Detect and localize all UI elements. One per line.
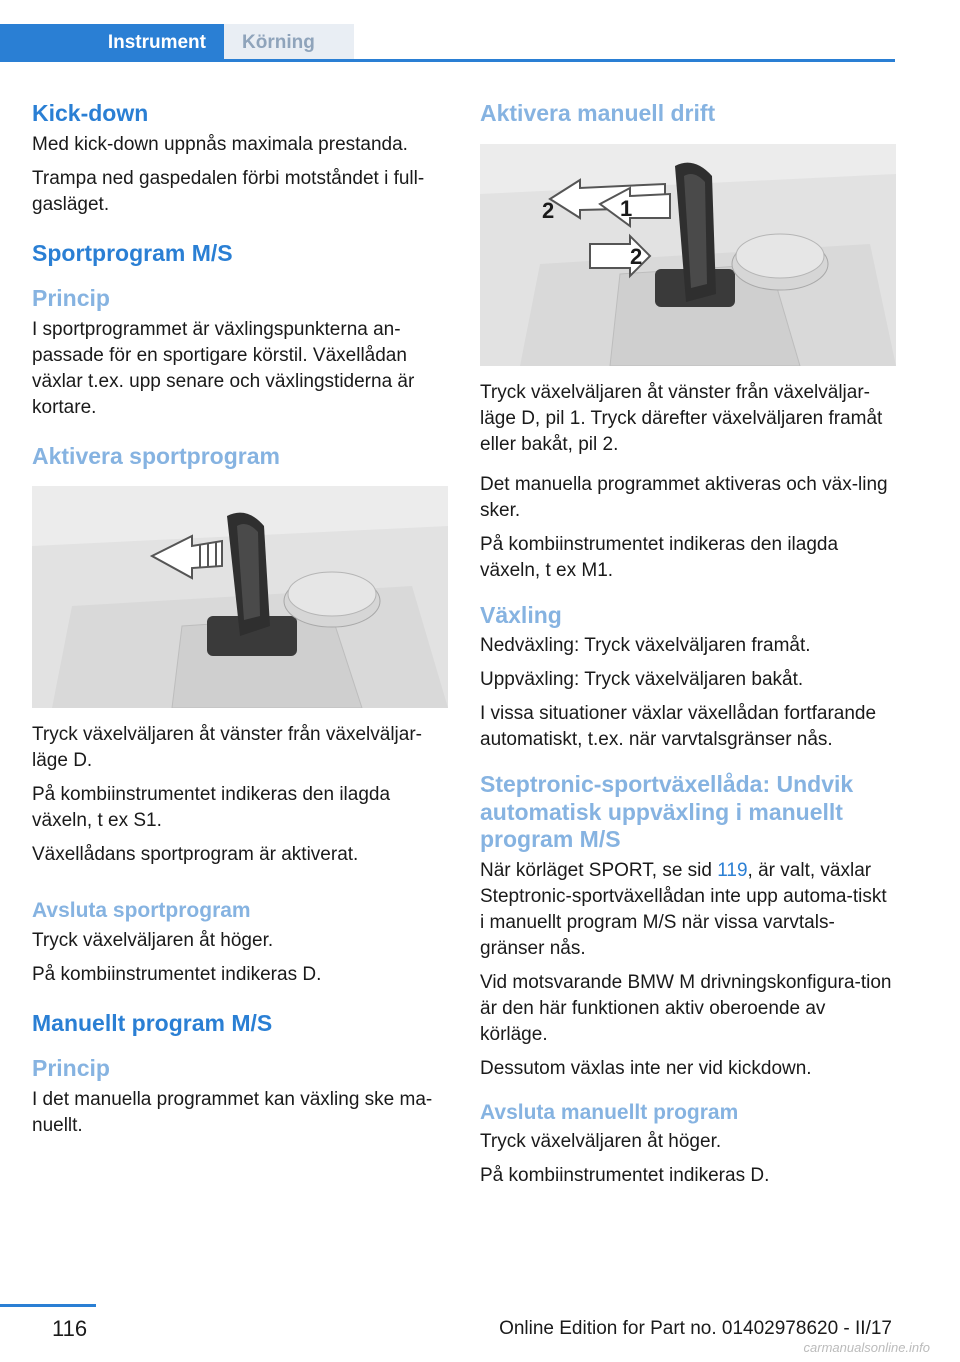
princip-2-text: I det manuella programmet kan växling ske ma‐nuellt. [32,1088,433,1136]
gear-selector-drawing [32,486,448,708]
kickdown-heading: Kick-down [32,100,149,126]
manual-program-heading: Manuellt program M/S [32,1009,273,1036]
end-sport-text-1: Tryck växelväljaren åt höger. [32,929,274,951]
activate-manual-text-2: Det manuella programmet aktiveras och väx‐ling sker. [480,473,888,521]
end-manual-heading: Avsluta manuellt program [480,1100,739,1124]
tabbar-rule [0,59,895,62]
steptronic-text-1 [480,858,896,962]
edition-note: Online Edition for Part no. 01402978620 - II/17 [499,1318,892,1339]
gear-selector-manual-drawing [480,144,896,366]
kickdown-text-1: Med kick-down uppnås maximala prestanda. [32,133,408,155]
steptronic-text-1-after: , är valt, växlar Steptronic-sportväxellådan inte upp automa‐tiskt i manuellt program M/S när vissa varvtals‐gränser nås. [480,859,887,959]
activate-manual-heading: Aktivera manuell drift [480,100,716,126]
activate-sport-text-3: Växellådans sportprogram är aktiverat. [32,844,359,866]
page-number: 116 [52,1316,88,1341]
left-column [32,100,448,1139]
gear-selector-illustration-right [480,144,896,366]
steptronic-text-3: Dessutom växlas inte ner vid kickdown. [480,1057,812,1079]
tab-instrument[interactable]: Instrument [0,24,224,62]
princip-heading: Princip [32,285,110,312]
chapter-tabbar [0,24,895,62]
activate-sport-heading: Aktivera sportprogram [32,442,280,469]
gear-selector-illustration-left [32,486,448,708]
arrow-label-2-bottom: 2 [630,243,643,269]
steptronic-text-2: Vid motsvarande BMW M drivningskonfigura‐tion är den här funktionen aktiv oberoende av körläge. [480,971,892,1045]
shifting-heading: Växling [480,601,562,628]
princip-2-heading: Princip [32,1055,110,1082]
activate-sport-text-2: På kombiinstrumentet indikeras den ilagda växeln, t ex S1. [32,784,391,832]
activate-manual-text-3: På kombiinstrumentet indikeras den ilagda växeln, t ex M1. [480,533,839,581]
sportprogram-heading: Sportprogram M/S [32,239,233,266]
arrow-label-1: 1 [620,195,633,221]
right-column [480,100,896,1189]
end-manual-text-2: På kombiinstrumentet indikeras D. [480,1165,770,1187]
end-manual-text-1: Tryck växelväljaren åt höger. [480,1131,722,1153]
footer-rule [0,1304,96,1307]
page-reference-link[interactable]: 119 [717,859,748,881]
activate-manual-text-1: Tryck växelväljaren åt vänster från växelväljar‐läge D, pil 1. Tryck därefter växelväljaren framåt eller bakåt, pil 2. [480,381,883,455]
steptronic-heading: Steptronic-sportväxellåda: Undvik automatisk uppväxling i manuellt program M/S [480,771,854,853]
end-sport-heading: Avsluta sportprogram [32,899,251,923]
shifting-text-2: Uppväxling: Tryck växelväljaren bakåt. [480,669,804,691]
watermark: carmanualsonline.info [803,1340,930,1355]
end-sport-text-2: På kombiinstrumentet indikeras D. [32,963,322,985]
steptronic-text-1-before: När körläget SPORT, se sid [480,859,718,881]
princip-text: I sportprogrammet är växlingspunkterna an‐passade för en sportigare körstil. Växellådan växlar t.ex. upp senare och växlingstiderna är kortare. [32,318,415,418]
tab-korning[interactable]: Körning [224,24,354,62]
shifting-text-3: I vissa situationer växlar växellådan fortfarande automatiskt, t.ex. när varvtalsgränser nås. [480,703,877,751]
shifting-text-1: Nedväxling: Tryck växelväljaren framåt. [480,635,811,657]
arrow-label-2-top: 2 [542,197,555,223]
kickdown-text-2: Trampa ned gaspedalen förbi motståndet i full‐gasläget. [32,167,425,215]
activate-sport-text-1: Tryck växelväljaren åt vänster från växelväljar‐läge D. [32,724,422,772]
